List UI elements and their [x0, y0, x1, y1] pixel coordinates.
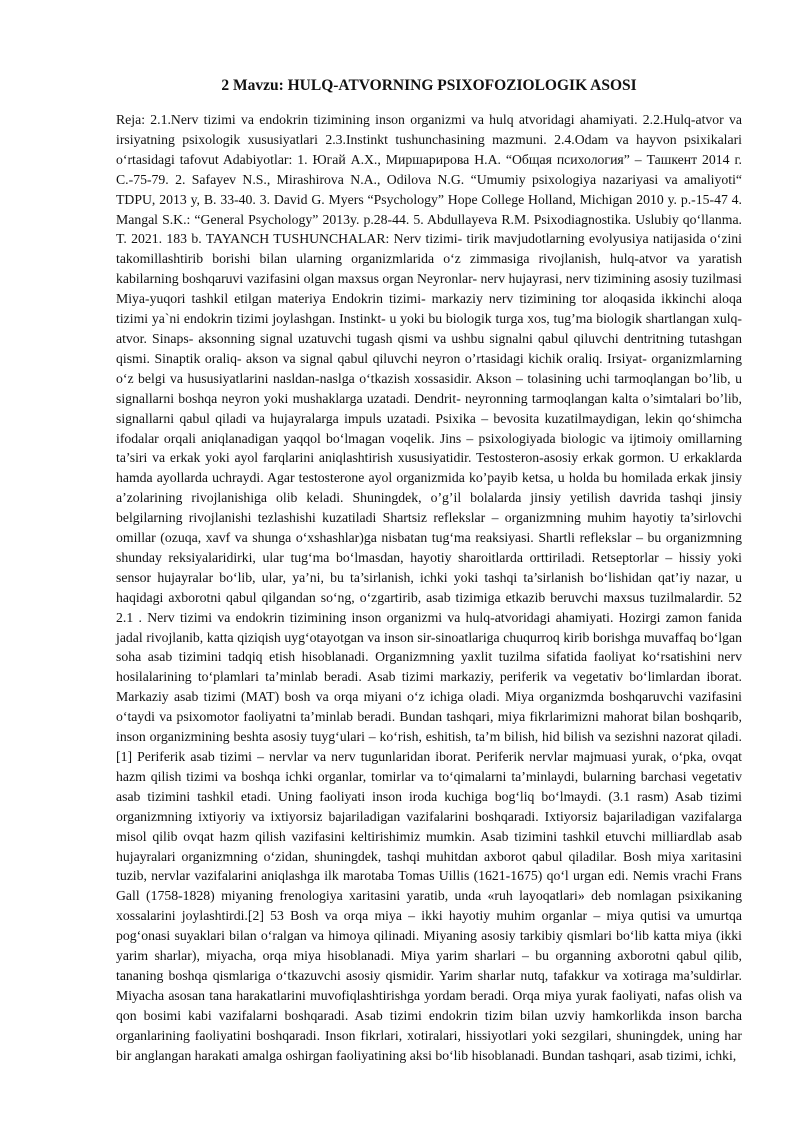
document-title: 2 Mavzu: HULQ-ATVORNING PSIXOFOZIOLOGIK ASOSI	[221, 77, 637, 94]
document-page	[116, 72, 742, 1066]
document-body: Reja: 2.1.Nerv tizimi va endokrin tizimining inson organizmi va hulq atvoridagi ahamiyati. 2.2.Hulq-atvor va irsiyatning psixologik xususiyatlari 2.3.Instinkt tushunchasining mazmuni. 2.4.Odam va hayvon psixikalari oʻrtasidagi tafovut Adabiyotlar: 1. Югай А.Х., Миршарирова Н.А. “Общая психология” – Ташкент 2014 г. С.-75-79. 2. Safayev N.S., Mirashirova N.A., Odilova N.G. “Umumiy psixologiya nazariyasi va amaliyoti“ TDPU, 2013 y, B. 33-40. 3. David G. Myers “Psychology” Hope College Holland, Michigan 2010 y. p.-15-47 4. Mangal S.K.: “General Psychology” 2013y. p.28-44. 5. Abdullayeva R.M. Psixodiagnostika. Uslubiy qoʻllanma. T. 2021. 183 b. TAYANCH TUSHUNCHALAR: Nerv tizimi- tirik mavjudotlarning evolyusiya natijasida oʻzini takomillashtirib borishi bilan ularning organizmlarida oʻz zimmasiga rivojlanish, hulq-atvor va yaratish kabilarning boshqaruvi vazifasini olgan maxsus organ Neyronlar- nerv hujayrasi, nerv tizimining asosiy tuzilmasi Miya-yuqori tashkil etilgan materiya Endokrin tizimi- markaziy nerv tizimining tor aloqasida ikkinchi aloqa tizimi ya`ni endokrin tizimi joylashgan. Instinkt- u yoki bu biologik turga xos, tug’ma biologik shartlangan xulq-atvor. Sinaps- aksonning signal uzatuvchi tugash qismi va ushbu signalni qabul qiluvchi dentritning tutashgan qismi. Sinaptik oraliq- akson va signal qabul qiluvchi neyron o’rtasidagi kichik oraliq. Irsiyat- organizmlarning oʻz belgi va hususiyatlarini nasldan-naslga oʻtkazish xossasidir. Akson – tolasining uchi tarmoqlangan bo’lib, u signallarni boshqa neyron yoki mushaklarga uzatadi. Dendrit- neyronning tarmoqlangan kalta o’simtalari bo’lib, signallarni qabul qiladi va hujayralarga impuls uzatadi. Psixika – bevosita kuzatilmaydigan, lekin qoʻshimcha ifodalar orqali aniqlanadigan yaqqol boʻlmagan voqelik. Jins – psixologiyada biologic va ijtimoiy omillarning ta’siri va erkak yoki ayol farqlarini aniqlashtirish xususiyatidir. Testosteron-asosiy erkak gormon. U erkaklarda hamda ayollarda uchraydi. Agar testosterone ayol organizmida ko’payib ketsa, u holda bu homilada erkak jinsiy a’zolarining rivojlanishiga olib keladi. Shuningdek, o’g’il bolalarda jinsiy yetilish davrida tashqi jinsiy belgilarning rivojlanishi tezlashishi kuzatiladi Shartsiz reflekslar – organizmning muhim hayotiy ta’sirlovchi omillar (ozuqa, xavf va shunga oʻxshashlar)ga nisbatan tugʻma reaksiyasi. Shartli reflekslar – bu organizmning shunday reksiyalaridirki, ular tugʻma boʻlmasdan, hayotiy sharoitlarda orttiriladi. Retseptorlar – hissiy yoki sensor hujayralar boʻlib, ular, ya’ni, bu ta’sirlanish, ichki yoki tashqi ta’sirlanish boʻlishidan qat’iy nazar, u haqidagi axborotni qabul qilgandan soʻng, oʻzgartirib, asab tizimiga etkazib beruvchi maxsus tuzilmalardir. 52 2.1 . Nerv tizimi va endokrin tizimining inson organizmi va hulq-atvoridagi ahamiyati. Hozirgi zamon fanida jadal rivojlanib, katta qiziqish uygʻotayotgan va inson sir-sinoatlariga chuqurroq kirib borishga muvaffaq boʻlgan soha asab tizimini tadqiq etish hisoblanadi. Organizmning yaxlit tuzilma sifatida faoliyat koʻrsatishini nerv hosilalarining toʻplamlari taʼminlab beradi. Asab tizimi markaziy, periferik va vegetativ boʻlimlardan iborat. Markaziy asab tizimi (MAT) bosh va orqa miyani oʻz ichiga oladi. Miya organizmda boshqaruvchi vazifasini oʻtaydi va psixomotor faoliyatni taʼminlab beradi. Bundan tashqari, miya fikrlarimizni mahorat bilan boshqarib, inson organizmining beshta asosiy tuygʻulari – koʻrish, eshitish, taʼm bilish, hid bilish va sezishni nazorat qiladi.[1] Periferik asab tizimi – nervlar va nerv tugunlaridan iborat. Periferik nervlar majmuasi yurak, oʻpka, ovqat hazm qilish tizimi va boshqa ichki organlar, tomirlar va toʻqimalarni taʼminlaydi, bularning barchasi vegetativ asab tizimini tashkil etadi. Uning faoliyati inson iroda kuchiga bogʻliq boʻlmaydi. (3.1 rasm) Asab tizimi organizmning ixtiyoriy va ixtiyorsiz bajariladigan vazifalarini boshqaradi. Ixtiyorsiz bajariladigan vazifalarga misol qilib ovqat hazm qilish vazifasini keltirishimiz mumkin. Asab tizimini tashkil etuvchi milliardlab asab hujayralari organizmning oʻzidan, shuningdek, tashqi muhitdan axborot qabul qiladilar. Bosh miya xaritasini tuzib, nervlar vazifalarini aniqlashga ilk marotaba Tomas Uillis (1621-1675) qoʻl urgan edi. Nemis vrachi Frans Gall (1758-1828) miyaning frenologiya xaritasini yaratib, unda «ruh layoqatlari» deb nomlagan psixikaning xossalarini joylashtirdi.[2] 53 Bosh va orqa miya – ikki hayotiy muhim organlar – miya qutisi va umurtqa pogʻonasi suyaklari bilan oʻralgan va himoya qilinadi. Miyaning asosiy tarkibiy qismlari boʻlib katta miya (ikki yarim sharlar), miyacha, orqa miya hisoblanadi. Miya yarim sharlari – bu organning axborotni qabul qilib, tananing boshqa qismlariga oʻtkazuvchi asosiy qismidir. Yarim sharlar nutq, tafakkur va xotiraga ma’suldirlar. Miyacha asosan tana harakatlarini muvofiqlashtirishga yordam beradi. Orqa miya yurak faoliyati, nafas olish va qon bosimi kabi vazifalarni boshqaradi. Asab tizimi endokrin tizim bilan uzviy hamkorlikda inson barcha organlarining faoliyatini boshqaradi. Inson fikrlari, xotiralari, hissiyotlari yoki sezgilari, shuningdek, uning har bir anglangan harakati amalga oshirgan faoliyatining aksi boʻlib hisoblanadi. Bundan tashqari, asab tizimi, ichki,	[116, 112, 742, 1063]
